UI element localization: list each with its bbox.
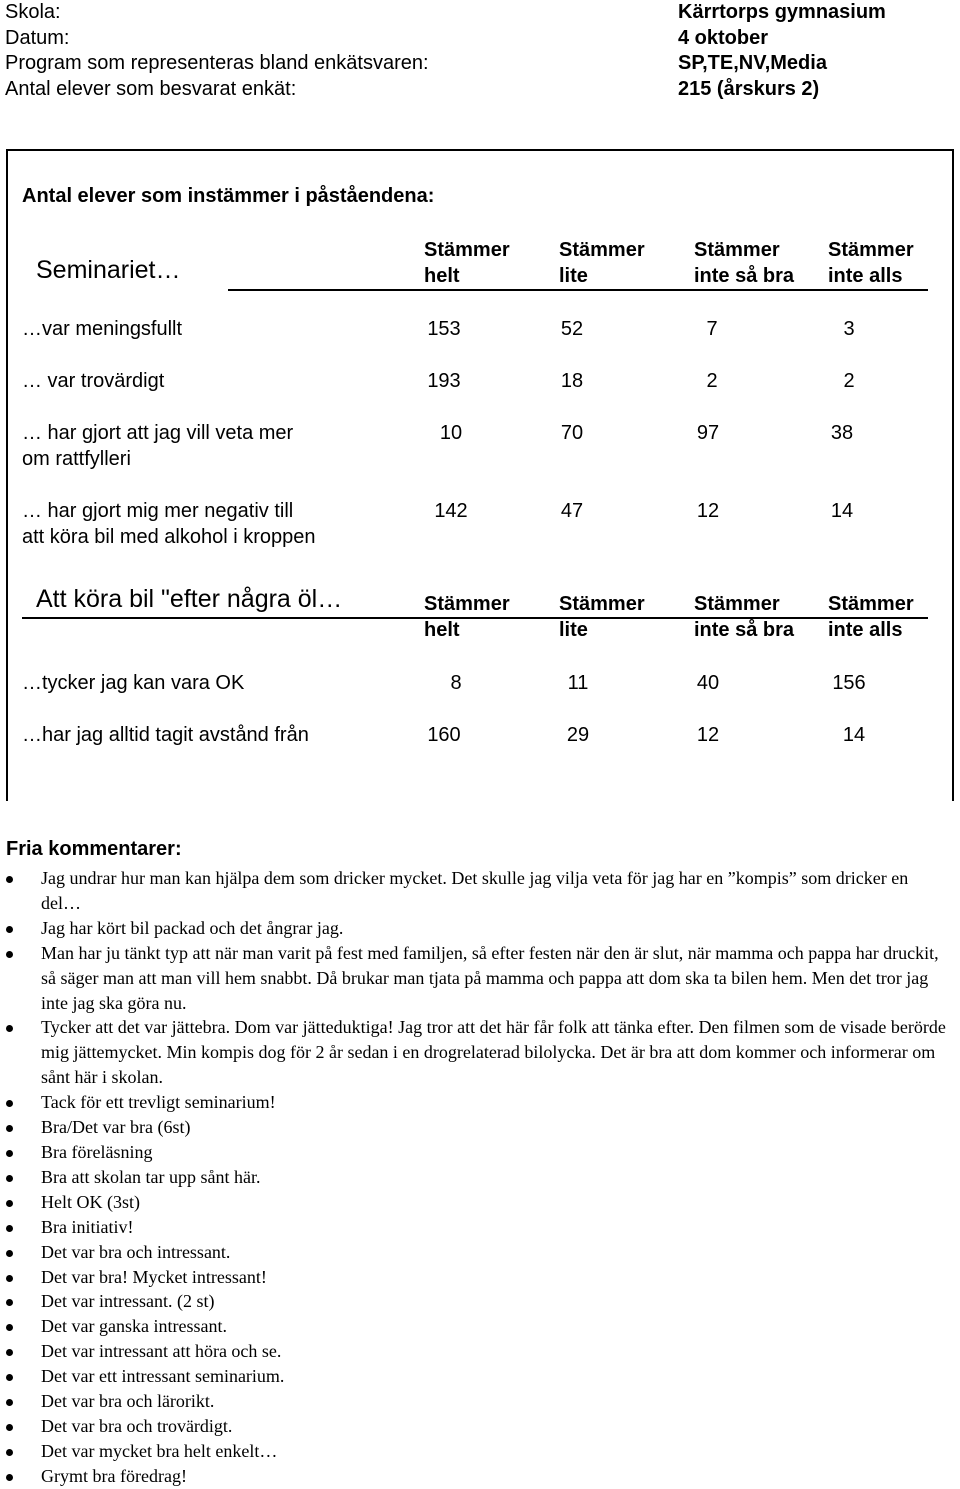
- list-item: Det var intressant att höra och se.: [6, 1339, 946, 1364]
- value-helt: 142: [434, 500, 468, 522]
- value-lite: 70: [560, 422, 584, 444]
- list-item: Jag undrar hur man kan hjälpa dem som dricker mycket. Det skulle jag vilja veta för jag har en ”kompis” som dricker en del…: [6, 866, 946, 916]
- comments-heading: Fria kommentarer:: [6, 838, 182, 860]
- list-item: Man har ju tänkt typ att när man varit på fest med familjen, så efter festen när den är slut, när mamma och pappa har druckit, så säger man att man vill hem snabbt. Då brukar man tjata på mamma och pappa att dom ska ta bilen hem. Men det tror jag inte jag ska göra nu.: [6, 941, 946, 1016]
- info-value: 215 (årskurs 2): [678, 77, 820, 100]
- column-header-helt: Stämmer helt: [424, 593, 510, 641]
- value-inte-sa-bra: 2: [706, 370, 718, 392]
- bullet-icon: [6, 1150, 13, 1157]
- survey-title: Antal elever som instämmer i påståendena:: [22, 185, 435, 207]
- statement-label: …tycker jag kan vara OK: [22, 672, 245, 694]
- list-item: Det var intressant. (2 st): [6, 1289, 946, 1314]
- value-lite: 47: [560, 500, 584, 522]
- info-label: Antal elever som besvarat enkät:: [5, 77, 297, 100]
- info-label: Program som representeras bland enkätsvaren:: [5, 52, 429, 74]
- value-lite: 18: [560, 370, 584, 392]
- bullet-icon: [6, 1474, 13, 1481]
- column-header-lite: Stämmer lite: [559, 593, 645, 641]
- value-inte-alls: 38: [830, 422, 854, 444]
- info-value: Kärrtorps gymnasium: [678, 1, 886, 23]
- statement-label: …har jag alltid tagit avstånd från: [22, 724, 309, 746]
- info-label: Skola:: [5, 1, 61, 23]
- value-helt: 193: [427, 370, 461, 392]
- statement-label: … har gjort att jag vill veta mer om rattfylleri: [22, 422, 294, 470]
- list-item: Det var bra och intressant.: [6, 1240, 946, 1265]
- bullet-icon: [6, 1100, 13, 1107]
- value-helt: 8: [450, 672, 462, 694]
- info-value: SP,TE,NV,Media: [678, 52, 827, 74]
- list-item: Det var bra och lärorikt.: [6, 1389, 946, 1414]
- value-helt: 160: [427, 724, 461, 746]
- value-inte-alls: 2: [843, 370, 855, 392]
- list-item: Tack för ett trevligt seminarium!: [6, 1090, 946, 1115]
- survey-results-box: [6, 149, 954, 801]
- list-item: Bra föreläsning: [6, 1140, 946, 1165]
- value-lite: 29: [566, 724, 590, 746]
- column-header-inte-sa-bra: Stämmer inte så bra: [694, 593, 795, 641]
- list-item: Grymt bra föredrag!: [6, 1464, 946, 1489]
- value-inte-sa-bra: 12: [696, 724, 720, 746]
- bullet-icon: [6, 926, 13, 933]
- list-item: Det var ett intressant seminarium.: [6, 1364, 946, 1389]
- bullet-icon: [6, 1449, 13, 1456]
- list-item: Det var bra och trovärdigt.: [6, 1414, 946, 1439]
- column-header-helt: Stämmer helt: [424, 239, 510, 287]
- list-item: Helt OK (3st): [6, 1190, 946, 1215]
- school-info: [5, 0, 945, 102]
- column-header-inte-alls: Stämmer inte alls: [828, 593, 914, 641]
- list-item: Bra att skolan tar upp sånt här.: [6, 1165, 946, 1190]
- value-inte-alls: 156: [832, 672, 866, 694]
- value-inte-sa-bra: 12: [696, 500, 720, 522]
- bullet-icon: [6, 1175, 13, 1182]
- statement-label: … var trovärdigt: [22, 370, 165, 392]
- list-item: Jag har kört bil packad och det ångrar jag.: [6, 916, 946, 941]
- bullet-icon: [6, 951, 13, 958]
- statement-label: …var meningsfullt: [22, 318, 183, 340]
- section-title-efter-nagra-ol: Att köra bil "efter några öl…: [36, 585, 343, 613]
- value-inte-sa-bra: 7: [706, 318, 718, 340]
- bullet-icon: [6, 1399, 13, 1406]
- bullet-icon: [6, 1250, 13, 1257]
- list-item: Det var ganska intressant.: [6, 1314, 946, 1339]
- list-item: Tycker att det var jättebra. Dom var jätteduktiga! Jag tror att det här får folk att tänka efter. Den filmen som de visade berörde mig jättemycket. Min kompis dog för 2 år sedan i en drogrelaterad bilolycka. Det är bra att dom kommer och informerar om sånt här i skolan.: [6, 1015, 946, 1090]
- info-row-programs: [5, 51, 945, 77]
- value-helt: 153: [427, 318, 461, 340]
- list-item: Det var mycket bra helt enkelt…: [6, 1439, 946, 1464]
- bullet-icon: [6, 1299, 13, 1306]
- bullet-icon: [6, 1424, 13, 1431]
- value-lite: 11: [567, 672, 589, 694]
- value-inte-sa-bra: 40: [696, 672, 720, 694]
- info-row-respondents: [5, 77, 945, 103]
- column-header-inte-alls: Stämmer inte alls: [828, 239, 914, 287]
- value-inte-alls: 14: [842, 724, 866, 746]
- value-inte-sa-bra: 97: [696, 422, 720, 444]
- list-item: Bra initiativ!: [6, 1215, 946, 1240]
- section-divider: [228, 289, 928, 291]
- info-label: Datum:: [5, 26, 70, 49]
- free-comments: [6, 836, 946, 1489]
- bullet-icon: [6, 876, 13, 883]
- bullet-icon: [6, 1025, 13, 1032]
- bullet-icon: [6, 1125, 13, 1132]
- info-value: 4 oktober: [678, 26, 769, 49]
- bullet-icon: [6, 1275, 13, 1282]
- value-lite: 52: [560, 318, 584, 340]
- bullet-icon: [6, 1374, 13, 1381]
- list-item: Det var bra! Mycket intressant!: [6, 1265, 946, 1290]
- comments-list: [6, 866, 946, 1489]
- bullet-icon: [6, 1225, 13, 1232]
- info-row-date: [5, 26, 945, 52]
- bullet-icon: [6, 1324, 13, 1331]
- column-header-lite: Stämmer lite: [559, 239, 645, 287]
- bullet-icon: [6, 1349, 13, 1356]
- statement-label: … har gjort mig mer negativ till att köra bil med alkohol i kroppen: [22, 500, 316, 548]
- info-row-school: [5, 0, 945, 26]
- column-header-inte-sa-bra: Stämmer inte så bra: [694, 239, 795, 287]
- value-helt: 10: [439, 422, 463, 444]
- value-inte-alls: 14: [830, 500, 854, 522]
- section-title-seminariet: Seminariet…: [36, 256, 181, 284]
- list-item: Bra/Det var bra (6st): [6, 1115, 946, 1140]
- bullet-icon: [6, 1200, 13, 1207]
- value-inte-alls: 3: [843, 318, 855, 340]
